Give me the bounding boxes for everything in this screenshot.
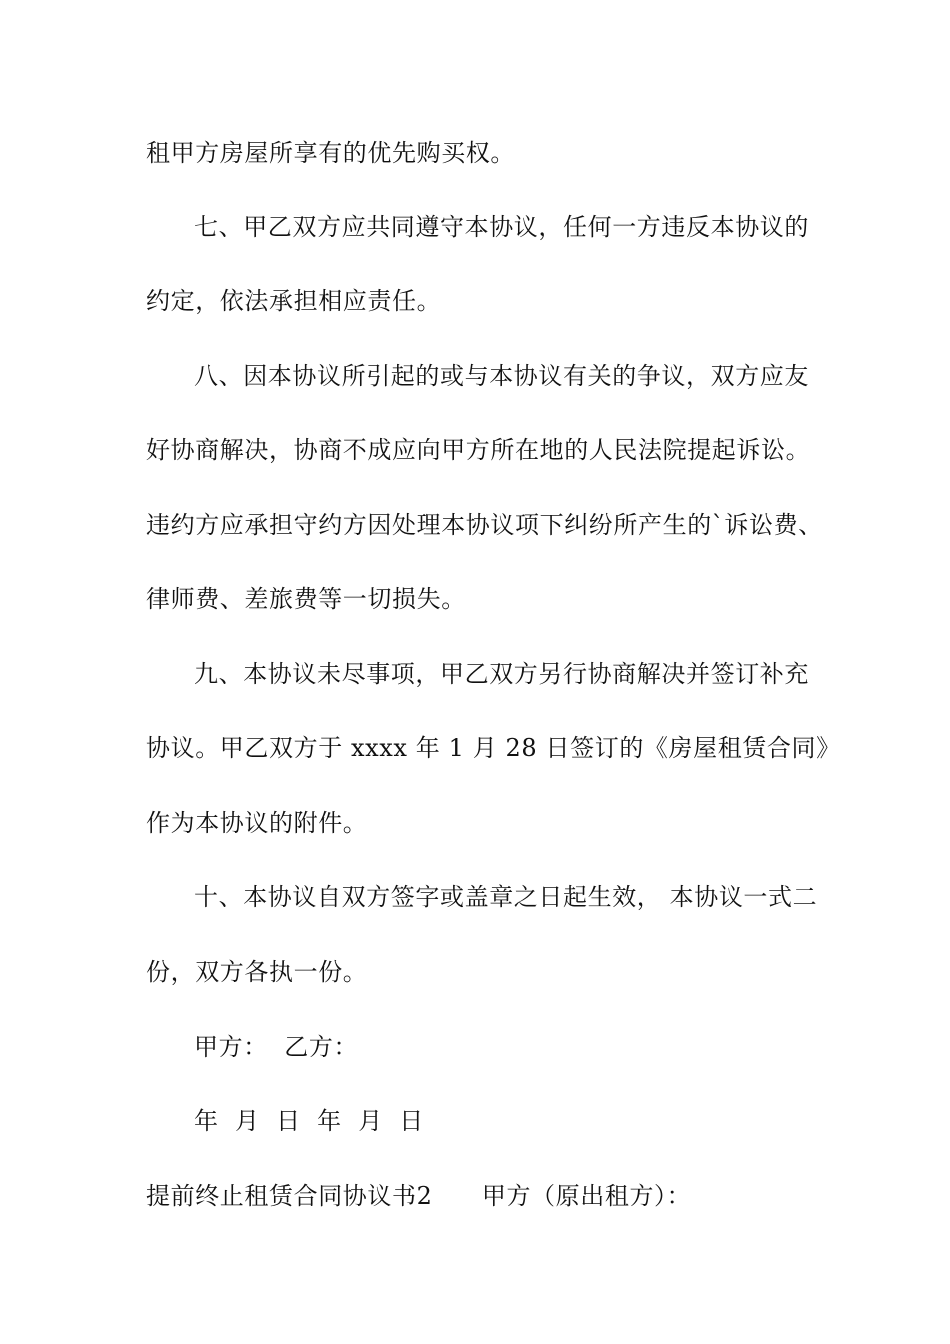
text-line: 违约方应承担守约方因处理本协议项下纠纷所产生的`诉讼费、	[146, 511, 823, 539]
signature-date-line: 年 月 日 年 月 日	[194, 1107, 424, 1135]
text-line: 协议。甲乙双方于 xxxx 年 1 月 28 日签订的《房屋租赁合同》	[146, 734, 841, 762]
text-line: 份，双方各执一份。	[146, 958, 368, 986]
text-line: 律师费、差旅费等一切损失。	[146, 585, 466, 613]
next-document-heading: 提前终止租赁合同协议书2 甲方（原出租方）：	[146, 1182, 692, 1210]
text-line: 作为本协议的附件。	[146, 809, 368, 837]
clause-eight-line: 八、因本协议所引起的或与本协议有关的争议，双方应友	[194, 362, 809, 390]
clause-seven-line: 七、甲乙双方应共同遵守本协议，任何一方违反本协议的	[194, 213, 809, 241]
signature-parties-line: 甲方： 乙方：	[194, 1033, 359, 1061]
clause-ten-line: 十、本协议自双方签字或盖章之日起生效， 本协议一式二	[194, 883, 818, 911]
text-line: 租甲方房屋所享有的优先购买权。	[146, 139, 515, 167]
clause-nine-line: 九、本协议未尽事项，甲乙双方另行协商解决并签订补充	[194, 660, 809, 688]
text-line: 约定，依法承担相应责任。	[146, 287, 442, 315]
text-line: 好协商解决，协商不成应向甲方所在地的人民法院提起诉讼。	[146, 436, 811, 464]
